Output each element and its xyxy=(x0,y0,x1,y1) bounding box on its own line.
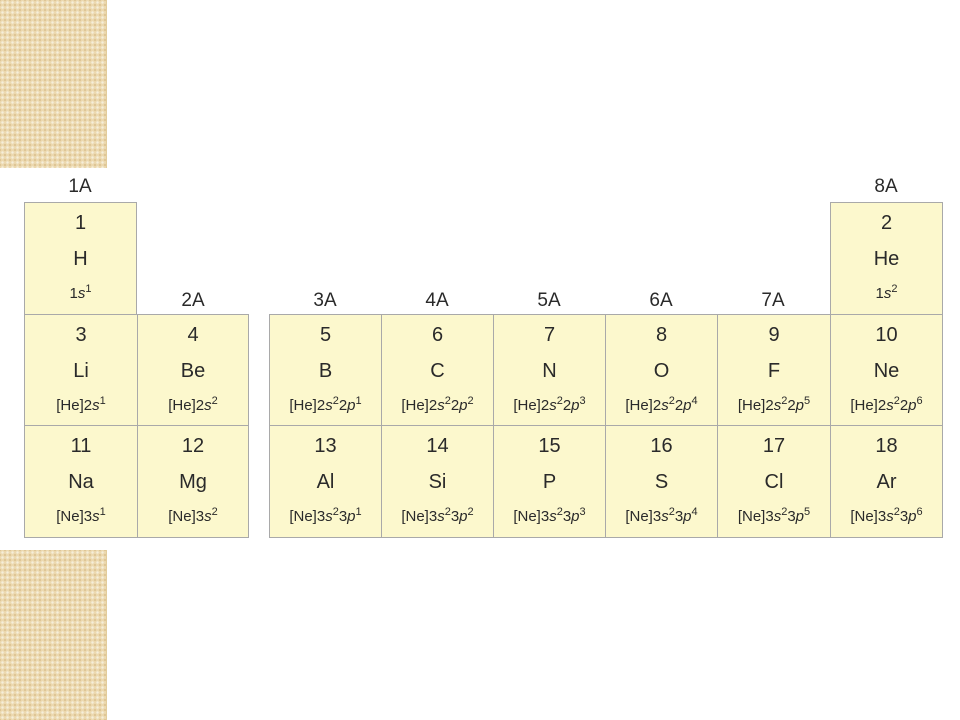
config-superscript: 2 xyxy=(668,395,675,407)
config-superscript: 2 xyxy=(891,283,898,295)
config-text: 3 xyxy=(787,508,796,525)
config-orbital: p xyxy=(571,508,580,525)
group-label-4a: 4A xyxy=(425,290,449,311)
config-orbital: s xyxy=(325,508,333,525)
config-orbital: s xyxy=(204,397,212,414)
config-superscript: 1 xyxy=(355,506,362,518)
config-superscript: 2 xyxy=(893,395,900,407)
element-cell-cl xyxy=(717,425,831,538)
atomic-number: 6 xyxy=(431,324,444,346)
electron-configuration xyxy=(25,397,137,415)
atomic-number: 17 xyxy=(762,435,786,457)
element-symbol: S xyxy=(654,471,669,493)
config-text: [Ne]3 xyxy=(289,508,326,525)
config-text: [He]2 xyxy=(56,397,93,414)
config-text: 3 xyxy=(899,508,909,525)
element-cell-na xyxy=(24,425,138,538)
element-symbol: Mg xyxy=(179,471,207,493)
config-superscript: 2 xyxy=(467,395,474,407)
config-text: [He]2 xyxy=(401,397,438,414)
element-cell-mg xyxy=(137,425,249,538)
config-text: 2 xyxy=(338,397,348,414)
decorative-pattern-top xyxy=(0,0,107,168)
config-text: 3 xyxy=(674,508,684,525)
config-orbital: s xyxy=(77,285,86,302)
config-superscript: 2 xyxy=(211,395,218,407)
group-label-7a: 7A xyxy=(761,290,785,311)
electron-configuration xyxy=(25,285,136,303)
element-cell-ne xyxy=(830,314,943,426)
element-cell-p xyxy=(493,425,606,538)
config-orbital: s xyxy=(204,508,212,525)
config-orbital: p xyxy=(683,508,692,525)
config-orbital: p xyxy=(795,508,805,525)
atomic-number: 7 xyxy=(543,324,556,346)
element-cell-o xyxy=(605,314,718,426)
config-text: [He]2 xyxy=(850,397,887,414)
atomic-number: 15 xyxy=(538,435,561,457)
element-symbol: Cl xyxy=(764,471,784,493)
config-orbital: s xyxy=(773,397,782,414)
electron-configuration xyxy=(270,397,381,415)
config-superscript: 3 xyxy=(579,395,586,407)
config-text: [He]2 xyxy=(289,397,326,414)
config-superscript: 6 xyxy=(916,506,923,518)
element-cell-s xyxy=(605,425,718,538)
element-cell-b xyxy=(269,314,382,426)
config-orbital: s xyxy=(549,397,557,414)
config-text: 2 xyxy=(450,397,460,414)
config-text: [He]2 xyxy=(625,397,662,414)
config-orbital: p xyxy=(347,508,356,525)
config-superscript: 5 xyxy=(804,395,811,407)
atomic-number: 10 xyxy=(875,324,898,346)
element-cell-li xyxy=(24,314,138,426)
config-orbital: s xyxy=(437,397,445,414)
config-orbital: s xyxy=(886,508,894,525)
config-text: 3 xyxy=(450,508,460,525)
config-text: [He]2 xyxy=(737,397,774,414)
config-orbital: s xyxy=(661,508,669,525)
config-text: 1 xyxy=(875,285,884,302)
config-text: [Ne]3 xyxy=(401,508,438,525)
config-text: [Ne]3 xyxy=(513,508,550,525)
config-superscript: 1 xyxy=(355,395,362,407)
config-text: [Ne]3 xyxy=(168,508,205,525)
config-text: [Ne]3 xyxy=(56,508,93,525)
config-text: [He]2 xyxy=(513,397,550,414)
config-orbital: s xyxy=(437,508,445,525)
config-superscript: 2 xyxy=(781,395,788,407)
element-symbol: Be xyxy=(180,360,206,382)
config-superscript: 2 xyxy=(444,506,451,518)
electron-configuration xyxy=(718,397,830,415)
group-label-6a: 6A xyxy=(649,290,673,311)
group-label-5a: 5A xyxy=(537,290,561,311)
group-label-1a: 1A xyxy=(68,176,92,197)
config-orbital: p xyxy=(908,508,917,525)
config-text: 2 xyxy=(899,397,909,414)
element-symbol: F xyxy=(767,360,781,382)
electron-configuration xyxy=(138,508,248,526)
element-cell-h xyxy=(24,202,137,315)
config-orbital: p xyxy=(795,397,805,414)
config-orbital: s xyxy=(549,508,557,525)
config-superscript: 3 xyxy=(579,506,586,518)
decorative-pattern-bottom xyxy=(0,550,107,720)
atomic-number: 16 xyxy=(650,435,673,457)
element-symbol: Ar xyxy=(876,471,897,493)
element-symbol: Na xyxy=(68,471,94,493)
config-orbital: s xyxy=(92,508,100,525)
element-cell-he xyxy=(830,202,943,315)
electron-configuration xyxy=(25,508,137,526)
atomic-number: 4 xyxy=(187,324,199,346)
config-text: [He]2 xyxy=(168,397,205,414)
element-symbol: Al xyxy=(316,471,335,493)
electron-configuration xyxy=(606,508,717,526)
element-cell-al xyxy=(269,425,382,538)
config-orbital: s xyxy=(886,397,894,414)
config-superscript: 2 xyxy=(781,506,788,518)
config-orbital: s xyxy=(883,285,892,302)
electron-configuration xyxy=(494,397,605,415)
element-symbol: B xyxy=(318,360,333,382)
config-superscript: 2 xyxy=(556,506,563,518)
config-superscript: 2 xyxy=(668,506,675,518)
atomic-number: 14 xyxy=(426,435,449,457)
config-superscript: 2 xyxy=(893,506,900,518)
config-text: 2 xyxy=(562,397,572,414)
config-orbital: p xyxy=(347,397,356,414)
electron-configuration xyxy=(718,508,830,526)
atomic-number: 3 xyxy=(75,324,87,346)
electron-configuration xyxy=(382,397,493,415)
element-symbol: C xyxy=(430,360,445,382)
config-superscript: 2 xyxy=(332,395,339,407)
atomic-number: 2 xyxy=(880,212,893,234)
config-superscript: 5 xyxy=(804,506,811,518)
config-orbital: s xyxy=(92,397,100,414)
electron-configuration xyxy=(831,508,942,526)
config-orbital: p xyxy=(908,397,917,414)
element-symbol: He xyxy=(873,248,900,270)
electron-configuration xyxy=(831,397,942,415)
atomic-number: 8 xyxy=(655,324,668,346)
config-text: [Ne]3 xyxy=(625,508,662,525)
atomic-number: 11 xyxy=(70,435,92,457)
config-text: 2 xyxy=(787,397,796,414)
config-orbital: p xyxy=(459,508,468,525)
config-superscript: 2 xyxy=(211,506,218,518)
config-text: [Ne]3 xyxy=(737,508,774,525)
element-symbol: Ne xyxy=(873,360,900,382)
group-label-8a: 8A xyxy=(874,176,898,197)
config-text: 2 xyxy=(674,397,684,414)
config-orbital: p xyxy=(459,397,468,414)
element-symbol: O xyxy=(653,360,670,382)
atomic-number: 12 xyxy=(181,435,205,457)
config-orbital: s xyxy=(325,397,333,414)
atomic-number: 1 xyxy=(74,212,87,234)
config-superscript: 1 xyxy=(85,283,92,295)
electron-configuration xyxy=(138,397,248,415)
config-text: 1 xyxy=(69,285,78,302)
group-label-3a: 3A xyxy=(313,290,337,311)
atomic-number: 13 xyxy=(314,435,337,457)
element-symbol: N xyxy=(542,360,557,382)
element-cell-f xyxy=(717,314,831,426)
electron-configuration xyxy=(270,508,381,526)
element-symbol: Si xyxy=(428,471,447,493)
element-symbol: Li xyxy=(73,360,89,382)
config-text: [Ne]3 xyxy=(850,508,887,525)
config-superscript: 1 xyxy=(99,506,106,518)
element-symbol: H xyxy=(73,248,88,270)
config-superscript: 2 xyxy=(467,506,474,518)
element-cell-n xyxy=(493,314,606,426)
config-superscript: 4 xyxy=(691,506,698,518)
group-label-2a: 2A xyxy=(181,290,205,311)
element-cell-si xyxy=(381,425,494,538)
config-orbital: s xyxy=(661,397,669,414)
config-superscript: 2 xyxy=(332,506,339,518)
electron-configuration xyxy=(606,397,717,415)
atomic-number: 5 xyxy=(319,324,332,346)
config-text: 3 xyxy=(562,508,572,525)
element-cell-c xyxy=(381,314,494,426)
element-cell-be xyxy=(137,314,249,426)
config-superscript: 4 xyxy=(691,395,698,407)
electron-configuration xyxy=(831,285,942,303)
config-text: 3 xyxy=(338,508,348,525)
config-orbital: p xyxy=(571,397,580,414)
element-symbol: P xyxy=(542,471,557,493)
electron-configuration xyxy=(494,508,605,526)
config-superscript: 2 xyxy=(444,395,451,407)
atomic-number: 9 xyxy=(768,324,780,346)
config-orbital: s xyxy=(773,508,782,525)
config-superscript: 2 xyxy=(556,395,563,407)
config-superscript: 6 xyxy=(916,395,923,407)
config-orbital: p xyxy=(683,397,692,414)
config-superscript: 1 xyxy=(99,395,106,407)
element-cell-ar xyxy=(830,425,943,538)
atomic-number: 18 xyxy=(875,435,898,457)
electron-configuration xyxy=(382,508,493,526)
